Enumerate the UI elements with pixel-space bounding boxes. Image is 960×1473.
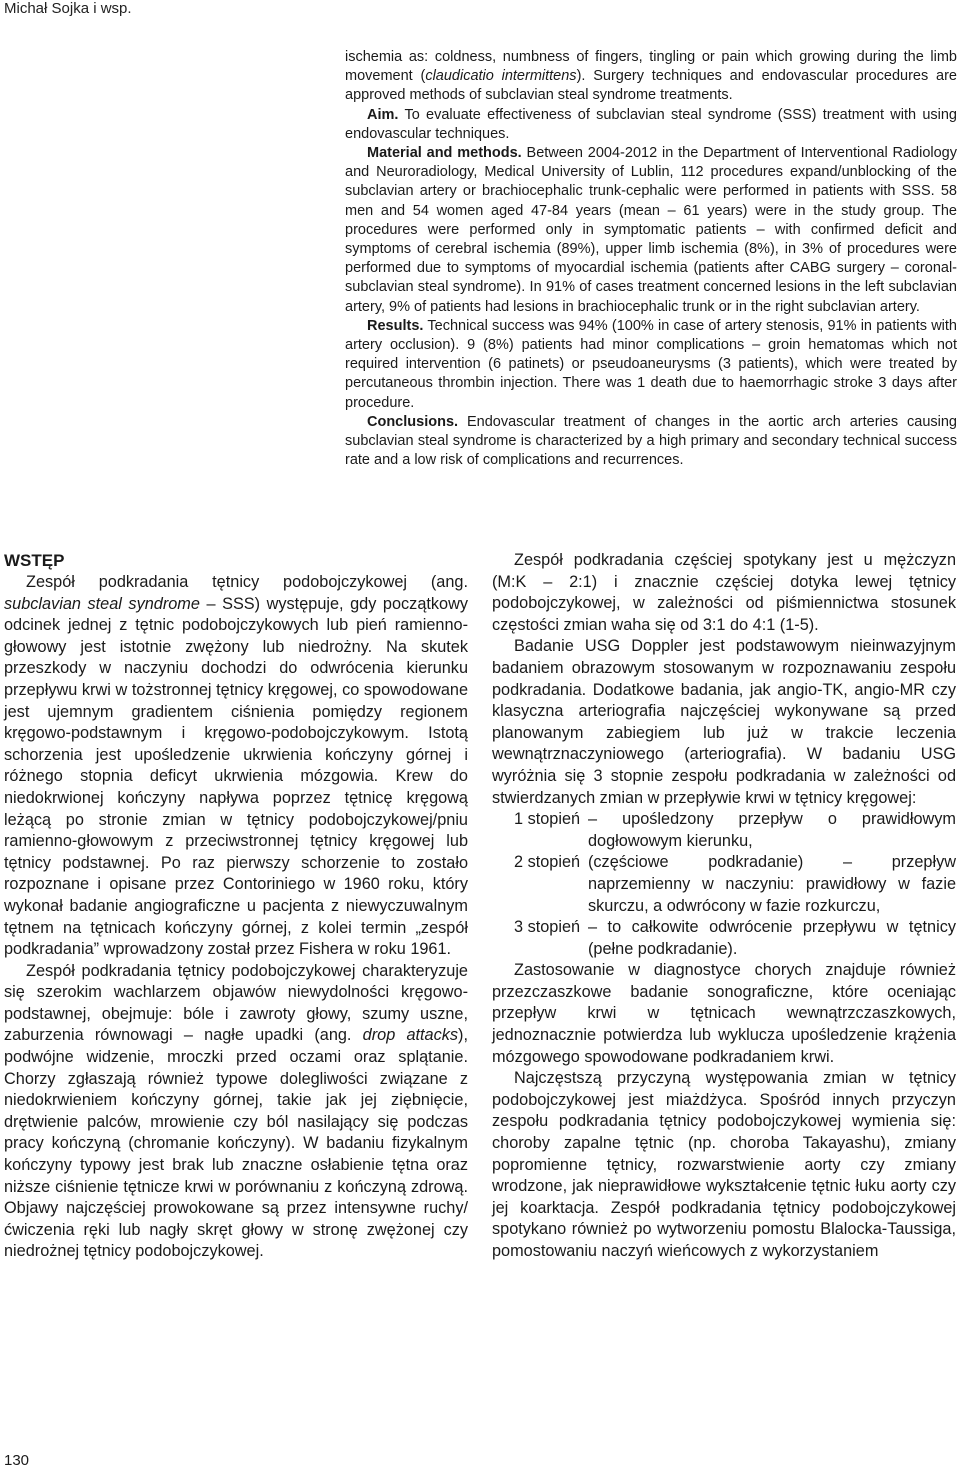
list-item (492, 917, 956, 960)
running-head: Michał Sojka i wsp. (4, 0, 132, 17)
abstract-methods: Material and methods. Between 2004-2012 in the Department of Interventional Radiology and Neuroradiology, Medical University of Lublin, 112 procedures expand/unblocking of the subclavian artery or brachiocephalic trunk-cephalic were performed in patients with SSS. 58 men and 54 women aged 47-84 years (mean – 61 years) were in the study group. The procedures were performed only in symptomatic patients – with confirmed deficit and symptoms of cerebral ischemia (89%), upper limb ischemia (8%), in 3% of procedures were performed due to symptoms of myocardial ischemia (patients after CABG surgery – coronal-subclavian steal syndrome). In 91% of cases treatment concerned lesions in the left subclavian artery, 9% of patients had lesions in brachiocephalic trunk or in the right subclavian artery. (345, 145, 957, 315)
grade-text: – to całkowite odwrócenie przepływu w tętnicy (pełne podkradanie). (588, 918, 956, 958)
right-paragraph-2: Badanie USG Doppler jest podstawowym nieinwazyjnym badaniem obrazowym stosowanym w rozpoznawaniu zespołu podkradania. Dodatkowe badania, jak angio-TK, angio-MR czy klasyczna arteriografia najczęściej wykonywane są przed planowanym zabiegiem lub już w trakcie leczenia wewnątrznaczyniowego (arteriografia). W badaniu USG wyróżnia się 3 stopnie zespołu podkradania w zależności od stwierdzanych zmian w przepływie krwi w tętnicy kręgowej: (492, 637, 956, 807)
left-column (4, 550, 468, 1263)
abstract-aim: Aim. To evaluate effectiveness of subclavian steal syndrome (SSS) treatment with using endovascular techniques. (345, 106, 957, 142)
grade-label: 1 stopień (514, 810, 581, 829)
list-item (492, 809, 956, 852)
abstract-results: Results. Technical success was 94% (100% in case of artery stenosis, 91% in patients with artery occlusion). 9 (8%) patients had minor complications – groin hematomas which not required intervention (6 patinets) or pseudoaneurysms (3 patients), which were treated by percutaneous thrombin injection. There was 1 death due to haemorrhagic stroke 3 days after procedure. (345, 317, 957, 411)
grade-list (492, 809, 956, 960)
grade-label: 2 stopień (514, 853, 581, 872)
grade-label: 3 stopień (514, 918, 581, 937)
right-column (492, 550, 956, 1263)
right-paragraph-4: Najczęstszą przyczyną występowania zmian w tętnicy podobojczykowej jest miażdżyca. Spośród innych przyczyn zespołu podkradania tętnicy podobojczykowej wymienia się: choroby zapalne tętnic (np. choroba Takayashu), zmiany popromienne tętnicy, rozwarstwienie aorty czy zmiany wrodzone, jak nieprawidłowe wykształcenie tętnic łuku aorty czy jej koarktacja. Zespół podkradania tętnicy podobojczykowej spotykano również po wytworzeniu pomostu Blalocka-Taussiga, pomostowaniu naczyń wieńcowych z wykorzystaniem (492, 1069, 956, 1260)
intro-paragraph-2: Zespół podkradania tętnicy podobojczykowej charakteryzuje się szerokim wachlarzem objawów niewydolności kręgowo-podstawnej, obejmuje: bóle i zawroty głowy, szumy uszne, zaburzenia równowagi – nagłe upadki (ang. drop attacks), podwójne widzenie, mroczki przed oczami oraz splątanie. Chorzy zgłaszają również typowe dolegliwości związane z niedokrwieniem kończyny górnej, takie jak jej ziębnięcie, drętwienie palców, mrowienie czy ból nasilający się podczas pracy kończyną (chromanie kończyny). W badaniu fizykalnym kończyny typowy jest brak lub znaczne osłabienie tętna oraz niższe ciśnienie tętnicze krwi w porównaniu z kończyną zdrową. Objawy najczęściej prowokowane są przez intensywne ruchy/ćwiczenia ręki lub nagły skręt głowy w stronę zwężonej czy niedrożnej tętnicy podobojczykowej. (4, 961, 468, 1261)
grade-text: (częściowe podkradanie) – przepływ naprzemienny w naczyniu: prawidłowy w fazie skurczu, a odwrócony w fazie rozkurczu, (588, 853, 956, 915)
abstract-intro: ischemia as: coldness, numbness of fingers, tingling or pain which growing during the limb movement (claudicatio intermittens). Surgery techniques and endovascular procedures are approved methods of subclavian steal syndrome treatments. (345, 49, 957, 104)
intro-paragraph-1: Zespół podkradania tętnicy podobojczykowej (ang. subclavian steal syndrome – SSS) występuje, gdy początkowy odcinek jednej z tętnic podobojczykowych lub pień ramienno-głowowy jest istotnie zwężony lub niedrożny. Na skutek przeszkody w naczyniu dochodzi do odwrócenia kierunku przepływu krwi w tożstronnej tętnicy kręgowej, co spowodowane jest ujemnym gradientem ciśnienia pomiędzy regionem kręgowo-podstawnym i kręgowo-podobojczykowym. Istotą schorzenia jest upośledzenie ukrwienia kończyny górnej i różnego stopnia deficyt ukrwienia mózgowia. Krew do niedokrwionej kończyny napływa poprzez tętnicę kręgową leżącą po stronie zmian w tętnicy podobojczykowej/pniu ramienno-głowowym z przeciwstronnej tętnicy kręgowej lub tętnicy podstawnej. Po raz pierwszy schorzenie to zostało rozpoznane i opisane przez Contoriniego w 1960 roku, który wykonał badanie angiograficzne u pacjenta z niewyczuwalnym tętnem na tętnicach kończyny górnej, z kolei termin „zespół podkradania” wprowadzony został przez Fishera w roku 1961. (4, 573, 468, 959)
section-heading: WSTĘP (4, 551, 65, 570)
right-paragraph-1: Zespół podkradania częściej spotykany jest u mężczyzn (M:K – 2:1) i znacznie częściej dotyka lewej tętnicy podobojczykowej, w zależności od piśmiennictwa stosunek częstości zmian waha się od 3:1 do 4:1 (1-5). (492, 551, 956, 634)
page-number: 130 (4, 1452, 30, 1469)
abstract (345, 48, 957, 470)
grade-text: – upośledzony przepływ o prawidłowym dogłowowym kierunku, (588, 810, 956, 850)
list-item (492, 852, 956, 917)
right-paragraph-3: Zastosowanie w diagnostyce chorych znajduje również przezczaszkowe badanie sonograficzne, które oceniając przepływ krwi w tętnicach wewnątrzczaszkowych, jednoznacznie potwierdza lub wyklucza upośledzenie krążenia mózgowego spowodowane podkradaniem krwi. (492, 961, 956, 1066)
abstract-conclusions: Conclusions. Endovascular treatment of changes in the aortic arch arteries causing subclavian steal syndrome is characterized by a high primary and secondary technical success rate and a low risk of complications and recurrences. (345, 413, 957, 469)
